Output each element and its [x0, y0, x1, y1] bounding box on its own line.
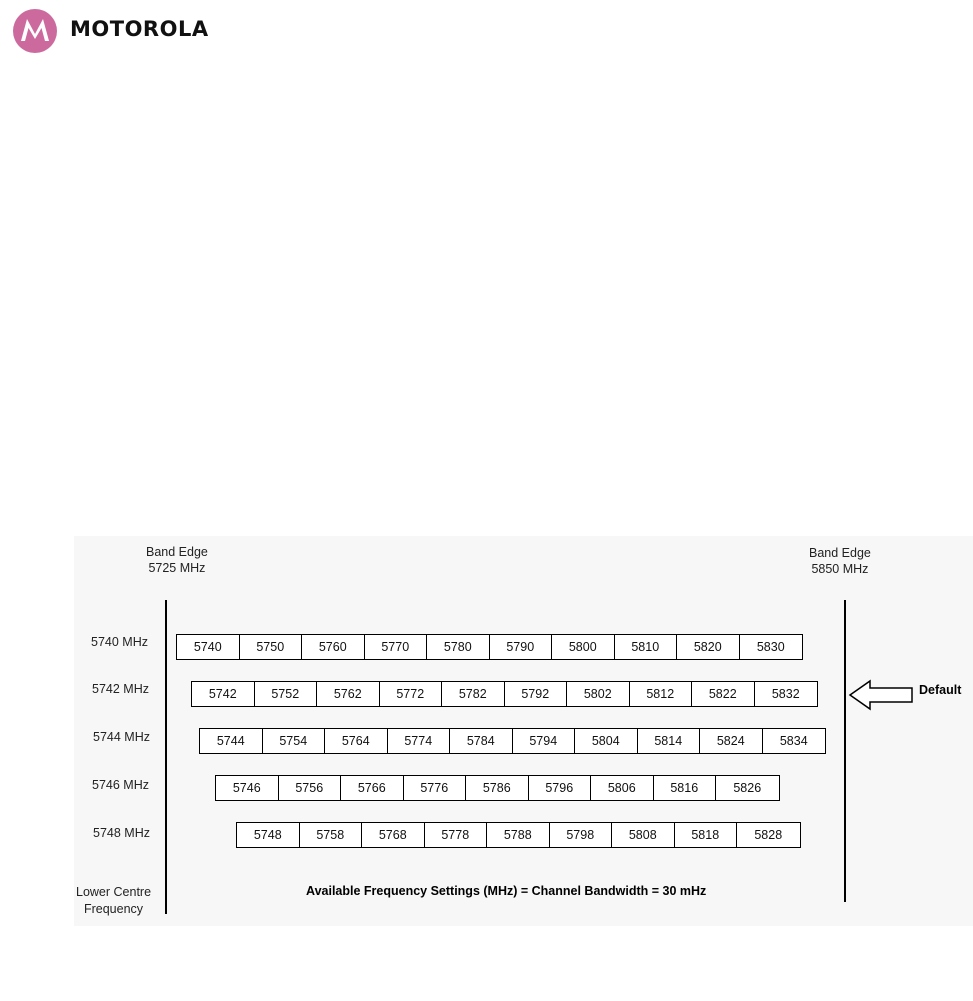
band-edge-left-line1: Band Edge	[146, 545, 208, 559]
frequency-cell: 5770	[365, 635, 428, 659]
frequency-cell: 5822	[692, 682, 755, 706]
frequency-cell: 5792	[505, 682, 568, 706]
frequency-row	[236, 822, 801, 848]
band-edge-right-line2: 5850 MHz	[811, 562, 869, 576]
frequency-cell: 5768	[362, 823, 425, 847]
frequency-cell: 5786	[466, 776, 529, 800]
row-label: 5748 MHz	[93, 826, 150, 840]
frequency-cell: 5784	[450, 729, 513, 753]
footer-left-line2: Frequency	[83, 902, 144, 916]
diagram-caption: Available Frequency Settings (MHz) = Channel Bandwidth = 30 mHz	[306, 884, 707, 898]
motorola-logo	[12, 8, 262, 56]
frequency-cell: 5812	[630, 682, 693, 706]
frequency-cell: 5762	[317, 682, 380, 706]
band-edge-left	[146, 544, 208, 576]
frequency-cell: 5780	[427, 635, 490, 659]
frequency-row	[176, 634, 803, 660]
frequency-cell: 5788	[487, 823, 550, 847]
frequency-cell: 5810	[615, 635, 678, 659]
row-label: 5746 MHz	[92, 778, 149, 792]
frequency-row	[215, 775, 780, 801]
row-label: 5740 MHz	[91, 635, 148, 649]
frequency-cell: 5776	[404, 776, 467, 800]
band-edge-right	[809, 545, 871, 577]
brand-name: MOTOROLA	[70, 17, 209, 41]
row-label: 5744 MHz	[93, 730, 150, 744]
frequency-cell: 5748	[237, 823, 300, 847]
frequency-cell: 5804	[575, 729, 638, 753]
band-edge-left-line2: 5725 MHz	[148, 561, 206, 575]
frequency-cell: 5790	[490, 635, 553, 659]
frequency-cell: 5750	[240, 635, 303, 659]
default-arrow-icon	[848, 679, 914, 711]
frequency-row	[199, 728, 826, 754]
frequency-cell: 5754	[263, 729, 326, 753]
frequency-cell: 5740	[177, 635, 240, 659]
frequency-cell: 5772	[380, 682, 443, 706]
frequency-cell: 5798	[550, 823, 613, 847]
frequency-cell: 5760	[302, 635, 365, 659]
frequency-cell: 5820	[677, 635, 740, 659]
frequency-cell: 5774	[388, 729, 451, 753]
lower-centre-frequency-label	[76, 884, 151, 918]
frequency-cell: 5834	[779, 734, 808, 748]
frequency-row	[191, 681, 818, 707]
footer-left-line1: Lower Centre	[76, 885, 152, 899]
frequency-cell: 5816	[654, 776, 717, 800]
frequency-cell: 5826	[733, 781, 762, 795]
frequency-cell: 5832	[771, 687, 800, 701]
frequency-cell: 5752	[255, 682, 318, 706]
frequency-cell: 5744	[200, 729, 263, 753]
frequency-cell: 5794	[513, 729, 576, 753]
frequency-cell: 5824	[700, 729, 763, 753]
frequency-cell: 5764	[325, 729, 388, 753]
frequency-cell: 5800	[552, 635, 615, 659]
frequency-cell: 5766	[341, 776, 404, 800]
frequency-cell: 5778	[425, 823, 488, 847]
frequency-cell: 5742	[192, 682, 255, 706]
frequency-cell: 5796	[529, 776, 592, 800]
band-edge-right-line	[844, 600, 846, 902]
band-edge-right-line1: Band Edge	[809, 546, 871, 560]
frequency-cell: 5808	[612, 823, 675, 847]
frequency-cell: 5806	[591, 776, 654, 800]
frequency-cell: 5818	[675, 823, 738, 847]
frequency-cell: 5828	[754, 828, 783, 842]
frequency-cell: 5758	[300, 823, 363, 847]
frequency-cell: 5756	[279, 776, 342, 800]
frequency-cell: 5802	[567, 682, 630, 706]
default-label: Default	[919, 683, 962, 697]
frequency-cell: 5814	[638, 729, 701, 753]
frequency-cell: 5746	[216, 776, 279, 800]
row-label: 5742 MHz	[92, 682, 149, 696]
band-edge-left-line	[165, 600, 167, 914]
frequency-cell: 5782	[442, 682, 505, 706]
motorola-batwing-icon	[12, 8, 58, 54]
frequency-cell: 5830	[756, 640, 785, 654]
